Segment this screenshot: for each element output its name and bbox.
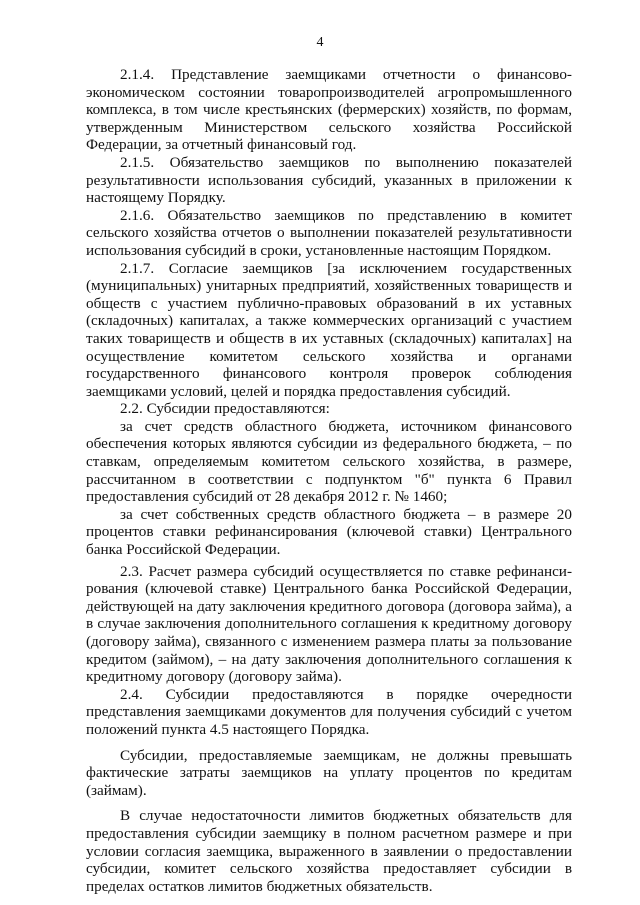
paragraph-subsidy-limit: Субсидии, предоставляемые заемщикам, не должны превышать фактические затраты заемщиков на уплату процентов по кредитам (займам). xyxy=(86,746,572,799)
paragraph-2-2-regional: за счет собственных средств областного бюджета – в размере 20 процентов ставки рефинансирования (ключевой ставки) Центрального банка Российской Федерации. xyxy=(86,505,572,559)
paragraph-2-4: 2.4. Субсидии предоставляются в порядке очередности представления заемщиками документов для получения субсидий с учетом положений пункта 4.5 настоящего Порядка. xyxy=(86,685,572,738)
paragraph-2-1-4: 2.1.4. Представление заемщиками отчетности о финансово-экономическом состоянии товаропроизводителей агропромышленного комплекса, в том числе крестьянских (фермерских) хозяйств, по формам, утвержденным Министерством сельского хозяйства Российской Федерации, за отчетный финансовый год. xyxy=(86,66,572,154)
paragraph-2-2-federal: за счет средств областного бюджета, источником финансового обеспечения которых являются субсидии из федерального бюджета, – по ставкам, определяемым комитетом сельского хозяйства, в размере, рассчитанном в соответствии с подпунктом "б" пункта 6 Правил предоставления субсидий от 28 декабря 2012 г. № 1460; xyxy=(86,417,572,506)
page-number: 4 xyxy=(316,35,324,50)
paragraph-2-2: 2.2. Субсидии предоставляются: xyxy=(120,400,330,418)
paragraph-2-1-6: 2.1.6. Обязательство заемщиков по представлению в комитет сельского хозяйства отчетов о выполнении показателей результативности использования субсидий в сроки, установленные настоящим Порядком. xyxy=(86,206,572,259)
paragraph-2-1-7: 2.1.7. Согласие заемщиков [за исключением государственных (муниципальных) унитарных предприятий, хозяйственных товариществ и обществ с участием публично-правовых образований в их уставных (складочных) капиталах, а также коммерческих организаций с участием таких товариществ и обществ в их уставных (складочных) капиталах] на осуществление комитетом сельского хозяйства и органами государственного финансового контроля проверок соблюдения заемщиками условий, целей и порядка предоставления субсидий. xyxy=(86,259,572,400)
paragraph-2-3: 2.3. Расчет размера субсидий осуществляется по ставке рефинансирования (ключевой ставке) Центрального банка Российской Федерации, действующей на дату заключения кредитного договора (договора займа), а в случае заключения дополнительного соглашения к кредитному договору (договору займа), связанного с изменением размера платы за пользование кредитом (займом), – на дату заключения дополнительного соглашения к кредитному договору (договору займа). xyxy=(86,562,572,686)
document-body xyxy=(86,66,572,895)
paragraph-insufficient-limits: В случае недостаточности лимитов бюджетных обязательств для предоставления субсидии заемщику в полном расчетном размере и при условии согласия заемщика, выраженного в заявлении о предоставлении субсидии, комитет сельского хозяйства предоставляет субсидии в пределах остатков лимитов бюджетных обязательств. xyxy=(86,807,572,895)
paragraph-2-1-5: 2.1.5. Обязательство заемщиков по выполнению показателей результативности использования субсидий, указанных в приложении к настоящему Порядку. xyxy=(86,153,572,207)
